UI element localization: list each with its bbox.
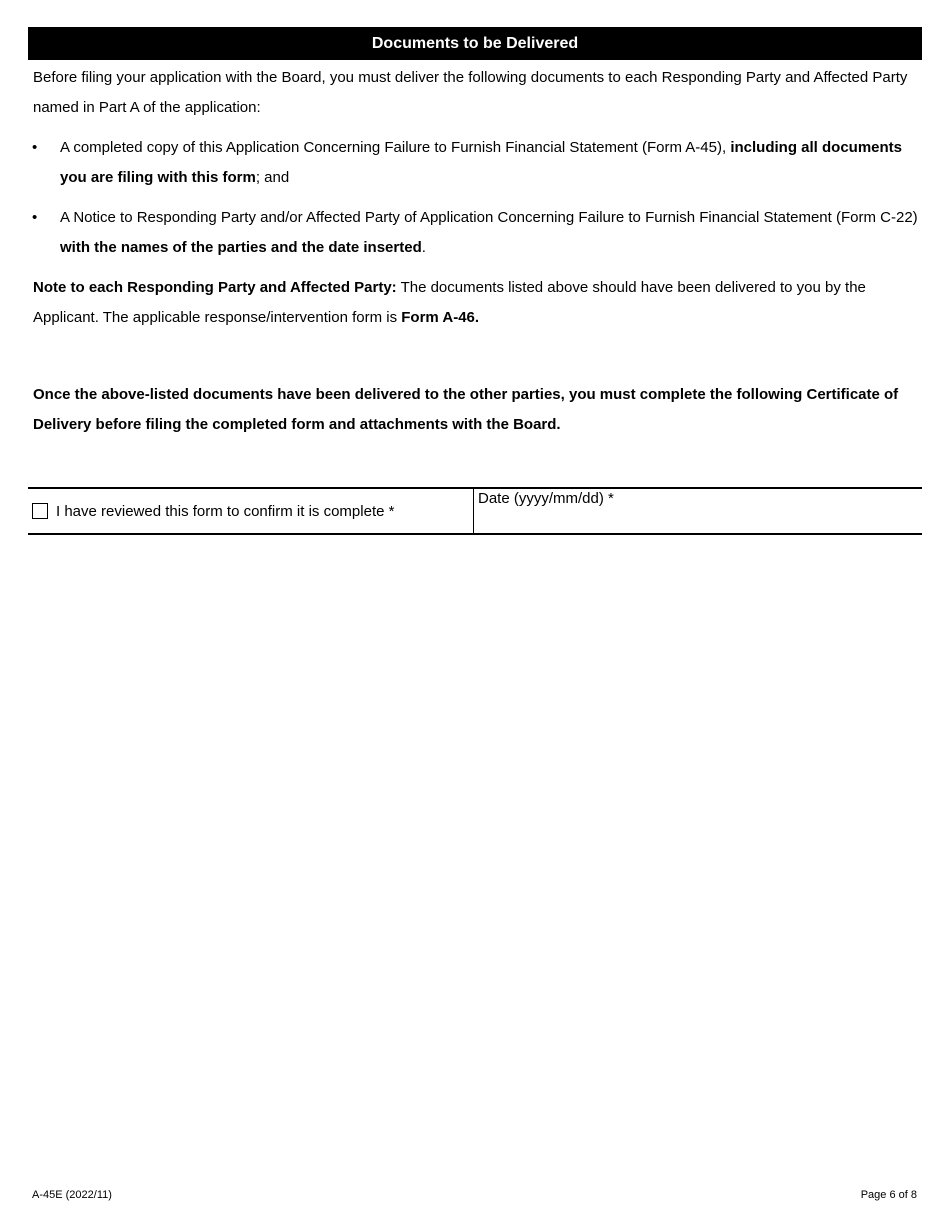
bullet-bold-text: with the names of the parties and the date inserted <box>60 238 422 256</box>
note-paragraph <box>28 273 922 332</box>
bullet-text-end: ; and <box>255 168 290 186</box>
certificate-row <box>28 487 922 535</box>
note-text: The documents listed above should have been delivered to you by the Applicant. The applicable response/intervention form is <box>33 279 866 326</box>
bullet-text: A Notice to Responding Party and/or Affected Party of Application Concerning Failure to Furnish Financial Statement (Form C-22) <box>60 209 918 226</box>
review-checkbox-label: I have reviewed this form to confirm it is complete * <box>56 502 395 520</box>
section-header: Documents to be Delivered <box>28 27 922 60</box>
form-page <box>28 27 922 439</box>
note-lead: Note to each Responding Party and Affected Party: <box>33 279 397 296</box>
bullet-icon: • <box>32 209 38 226</box>
list-item <box>28 133 922 192</box>
note-form-reference: Form A-46. <box>401 308 480 326</box>
date-field-label: Date (yyyy/mm/dd) * <box>478 490 614 507</box>
list-item <box>28 203 922 262</box>
date-field[interactable] <box>474 489 922 533</box>
certificate-instruction: Once the above-listed documents have been delivered to the other parties, you must complete the following Certificate of Delivery before filing the completed form and attachments with the Board. <box>33 386 899 433</box>
review-checkbox[interactable] <box>32 503 48 519</box>
intro-paragraph: Before filing your application with the Board, you must deliver the following documents to each Responding Party and Affected Party named in Part A of the application: <box>33 69 908 116</box>
documents-list <box>28 133 922 262</box>
bullet-text-end: . <box>421 238 426 256</box>
date-input[interactable] <box>476 489 922 533</box>
page-indicator: Page 6 of 8 <box>860 1189 917 1201</box>
bullet-text: A completed copy of this Application Concerning Failure to Furnish Financial Statement (Form A-45), <box>60 139 731 156</box>
review-confirmation <box>28 489 474 533</box>
bullet-bold-text: including all documents you are filing with this form <box>60 139 903 186</box>
bullet-icon: • <box>32 139 38 156</box>
form-code: A-45E (2022/11) <box>32 1189 112 1201</box>
